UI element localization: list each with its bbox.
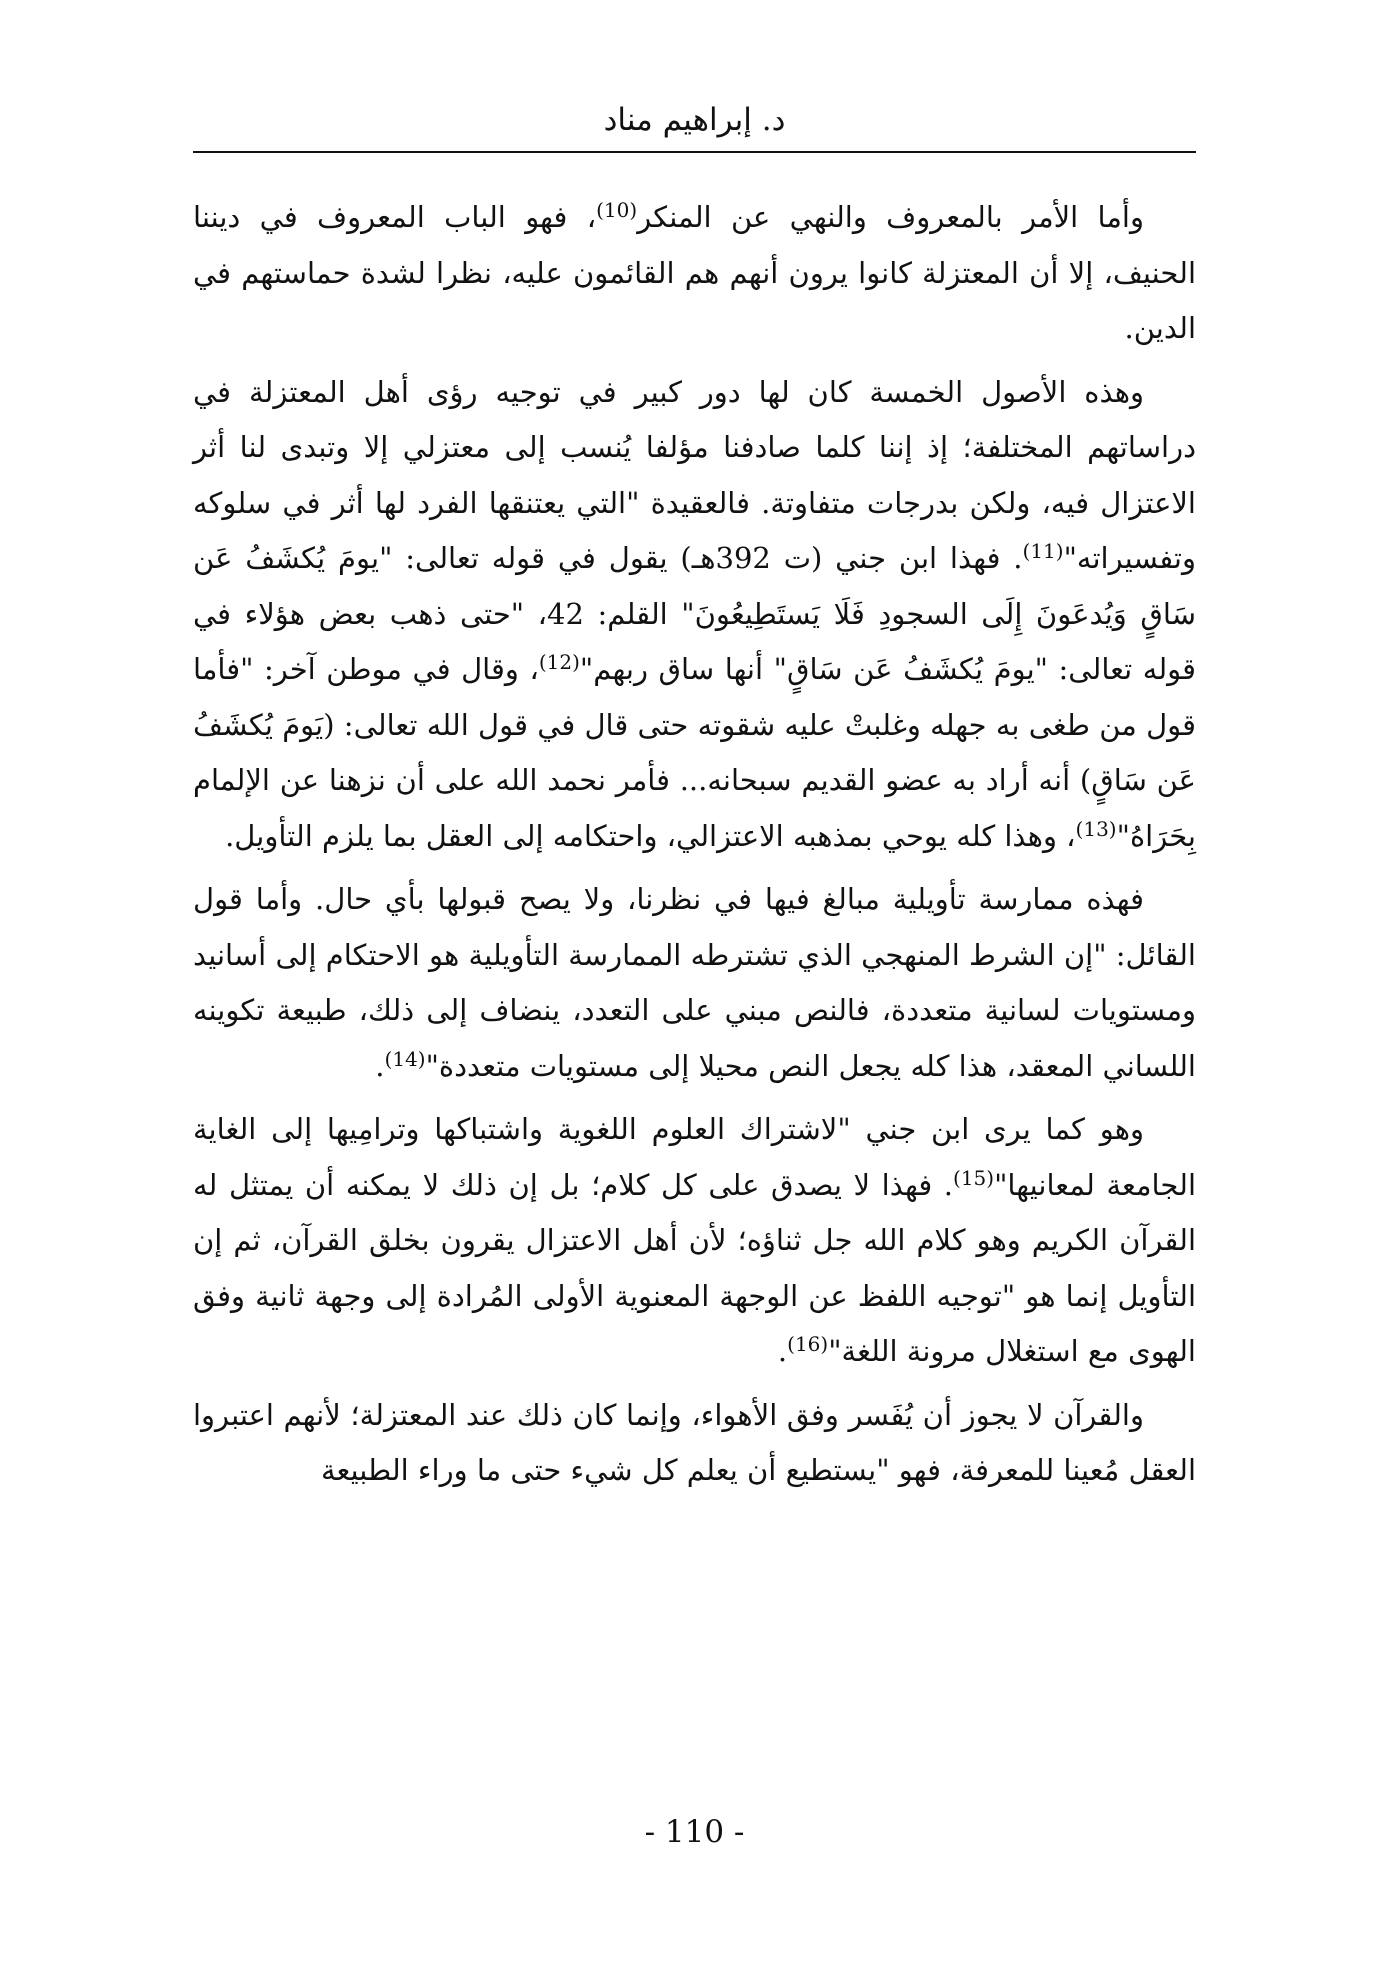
paragraph-2-text-3: ، وقال في موطن آخر: "فأما قول من طغى به جهله وغلبتْ عليه شقوته حتى قال في قول الله تعالى: (يَومَ يُكشَفُ عَن سَاقٍ) أنه أراد به عضو القديم سبحانه... فأمر نحمد الله على أن نزهنا عن الإلمام بِحَرَاهُ" [193,652,1196,853]
paragraph-5-text: والقرآن لا يجوز أن يُفَسر وفق الأهواء، وإنما كان ذلك عند المعتزلة؛ لأنهم اعتبروا العقل مُعينا للمعرفة، فهو "يستطيع أن يعلم كل شيء حتى ما وراء الطبيعة [193,1397,1196,1487]
body-text [193,190,1196,1507]
paragraph-3 [193,872,1196,1094]
paragraph-2-text-2: . فهذا ابن جني (ت 392هـ) يقول في قوله تعالى: "يومَ يُكشَفُ عَن سَاقٍ وَيُدعَونَ إِلَى السجودِ فَلَا يَستَطِيعُونَ" القلم: 42، "حتى ذهب بعض هؤلاء في قوله تعالى: "يومَ يُكشَفُ عَن سَاقٍ" أنها ساق ربهم" [193,541,1197,686]
footnote-ref-15: (15) [953,1165,995,1190]
paragraph-2-text-4: ، وهذا كله يوحي بمذهبه الاعتزالي، واحتكامه إلى العقل بما يلزم التأويل. [225,818,1076,853]
paragraph-3-text-after: . [375,1048,385,1083]
running-header [193,98,1196,142]
paragraph-3-text-before: فهذه ممارسة تأويلية مبالغ فيها في نظرنا، ولا يصح قبولها بأي حال. وأما قول القائل: "إن الشرط المنهجي الذي تشترطه الممارسة التأويلية هو الاحتكام إلى أسانيد ومستويات لسانية متعددة، فالنص مبني على التعدد، ينضاف إلى ذلك، طبيعة تكوينه اللساني المعقد، هذا كله يجعل النص محيلا إلى مستويات متعددة" [193,882,1196,1083]
footnote-ref-13: (13) [1075,816,1117,841]
header-author: د. إبراهيم مناد [603,102,786,138]
paragraph-1-text-before: وأما الأمر بالمعروف والنهي عن المنكر [637,200,1144,234]
paragraph-1 [193,190,1196,357]
page-number: - 110 - [644,1814,745,1850]
paragraph-4-text-1: وهو كما يرى ابن جني "لاشتراك العلوم اللغوية واشتباكها وترامِيها إلى الغاية الجامعة لمعانيها" [193,1112,1197,1202]
footnote-ref-10: (10) [596,198,638,222]
paragraph-4-text-2: . فهذا لا يصدق على كل كلام؛ بل إن ذلك لا يمكنه أن يمتثل له القرآن الكريم وهو كلام الله جل ثناؤه؛ لأن أهل الاعتزال يقرون بخلق القرآن، ثم إن التأويل إنما هو "توجيه اللفظ عن الوجهة المعنوية الأولى المُرادة إلى وجهة ثانية وفق الهوى مع استغلال مرونة اللغة" [193,1167,1196,1368]
footnote-ref-14: (14) [384,1046,426,1071]
footnote-ref-16: (16) [787,1332,829,1356]
paragraph-5 [193,1388,1196,1499]
paragraph-4-text-3: . [777,1334,788,1368]
footnote-ref-12: (12) [538,650,580,674]
paragraph-4 [193,1102,1196,1380]
footnote-ref-11: (11) [1022,539,1064,563]
paragraph-1-text-after: ، فهو الباب المعروف في ديننا الحنيف، إلا أن المعتزلة كانوا يرون أنهم هم القائمون عليه، نظرا لشدة حماستهم في الدين. [193,200,1196,345]
paragraph-2 [193,365,1196,865]
header-rule [193,151,1196,153]
paragraph-2-text-1: وهذه الأصول الخمسة كان لها دور كبير في توجيه رؤى أهل المعتزلة في دراساتهم المختلفة؛ إذ إننا كلما صادفنا مؤلفا يُنسب إلى معتزلي إلا وتبدى لنا أثر الاعتزال فيه، ولكن بدرجات متفاوتة. فالعقيدة "التي يعتنقها الفرد لها أثر في سلوكه وتفسيراته" [193,374,1196,575]
